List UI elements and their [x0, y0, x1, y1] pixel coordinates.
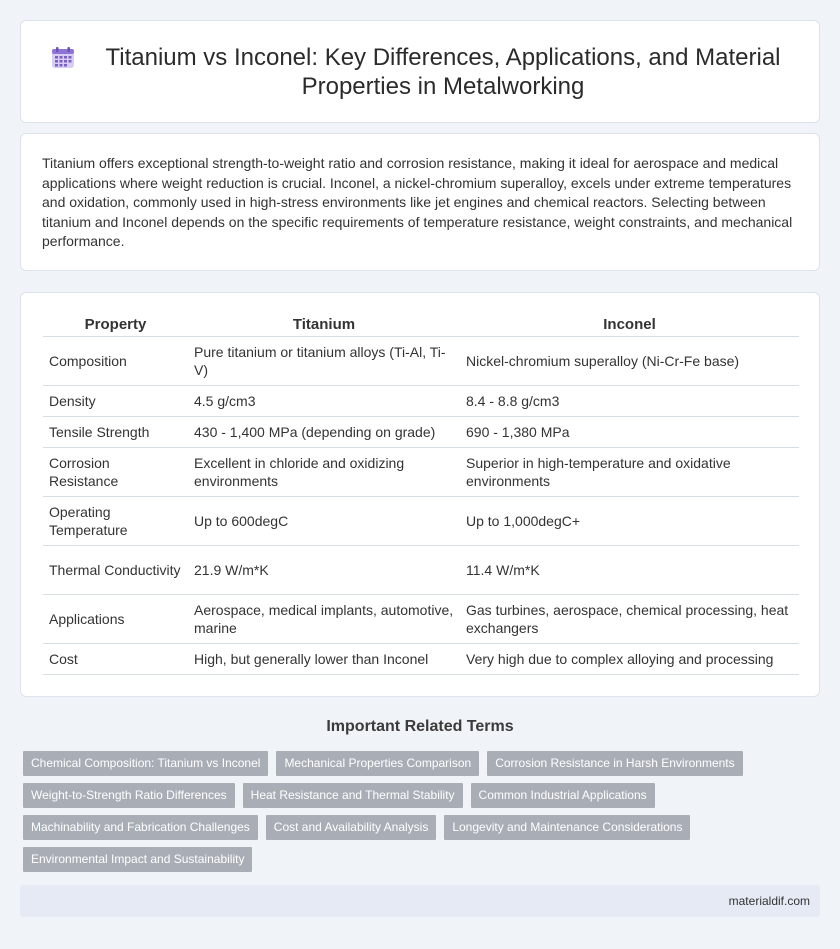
cell-property: Cost [43, 644, 188, 675]
cell-property: Thermal Conductivity [43, 546, 188, 595]
cell-inconel: Superior in high-temperature and oxidative environments [460, 448, 799, 497]
related-term-tag[interactable]: Longevity and Maintenance Considerations [444, 815, 690, 840]
cell-property: Operating Temperature [43, 497, 188, 546]
intro-card [20, 133, 820, 271]
related-terms-title: Important Related Terms [326, 718, 514, 735]
footer-site-link[interactable]: materialdif.com [728, 894, 810, 908]
related-term-tag[interactable]: Weight-to-Strength Ratio Differences [23, 783, 235, 808]
tag-row [23, 815, 803, 840]
cell-property: Corrosion Resistance [43, 448, 188, 497]
cell-titanium: Excellent in chloride and oxidizing environments [188, 448, 460, 497]
related-term-tag[interactable]: Environmental Impact and Sustainability [23, 847, 252, 872]
page-title: Titanium vs Inconel: Key Differences, Applications, and Material Properties in Metalworking [105, 43, 781, 100]
table-row [43, 546, 799, 595]
related-term-tag[interactable]: Heat Resistance and Thermal Stability [243, 783, 463, 808]
title-wrap [21, 21, 819, 122]
related-term-tag[interactable]: Chemical Composition: Titanium vs Inconel [23, 751, 268, 776]
cell-titanium: 430 - 1,400 MPa (depending on grade) [188, 417, 460, 448]
cell-inconel: Nickel-chromium superalloy (Ni-Cr-Fe base) [460, 337, 799, 386]
calendar-icon [51, 47, 75, 69]
related-term-tag[interactable]: Corrosion Resistance in Harsh Environments [487, 751, 742, 776]
comparison-table-card [20, 292, 820, 697]
cell-titanium: High, but generally lower than Inconel [188, 644, 460, 675]
table-row [43, 386, 799, 417]
related-term-tag[interactable]: Common Industrial Applications [471, 783, 655, 808]
cell-titanium: Aerospace, medical implants, automotive, marine [188, 595, 460, 644]
related-term-tag[interactable]: Cost and Availability Analysis [266, 815, 437, 840]
cell-property: Density [43, 386, 188, 417]
cell-inconel: Up to 1,000degC+ [460, 497, 799, 546]
cell-property: Applications [43, 595, 188, 644]
header-inconel: Inconel [460, 315, 799, 337]
cell-inconel: 690 - 1,380 MPa [460, 417, 799, 448]
table-row [43, 448, 799, 497]
table-row [43, 595, 799, 644]
tag-row [23, 751, 803, 776]
table-row [43, 497, 799, 546]
intro-paragraph: Titanium offers exceptional strength-to-weight ratio and corrosion resistance, making it ideal for aerospace and medical applications where weight reduction is crucial. Inconel, a nickel-chromium superalloy, excels under extreme temperatures and oxidation, commonly used in high-stress environments like jet engines and chemical reactors. Selecting between titanium and Inconel depends on the specific requirements of temperature resistance, weight constraints, and mechanical performance. [42, 155, 793, 249]
cell-inconel: 11.4 W/m*K [460, 546, 799, 595]
cell-property: Composition [43, 337, 188, 386]
header-property: Property [43, 315, 188, 337]
cell-titanium: Up to 600degC [188, 497, 460, 546]
header-titanium: Titanium [188, 315, 460, 337]
table-row [43, 644, 799, 675]
related-term-tag[interactable]: Machinability and Fabrication Challenges [23, 815, 258, 840]
related-terms-tags [23, 751, 803, 879]
header-card [20, 20, 820, 123]
table-row [43, 417, 799, 448]
cell-inconel: 8.4 - 8.8 g/cm3 [460, 386, 799, 417]
cell-inconel: Gas turbines, aerospace, chemical processing, heat exchangers [460, 595, 799, 644]
cell-titanium: 21.9 W/m*K [188, 546, 460, 595]
cell-titanium: Pure titanium or titanium alloys (Ti-Al, Ti-V) [188, 337, 460, 386]
table-row [43, 337, 799, 386]
cell-inconel: Very high due to complex alloying and processing [460, 644, 799, 675]
table-header-row [43, 315, 799, 337]
footer [20, 885, 820, 917]
tag-row [23, 783, 803, 808]
cell-titanium: 4.5 g/cm3 [188, 386, 460, 417]
related-term-tag[interactable]: Mechanical Properties Comparison [276, 751, 479, 776]
comparison-table [43, 315, 799, 675]
tag-row [23, 847, 803, 872]
cell-property: Tensile Strength [43, 417, 188, 448]
